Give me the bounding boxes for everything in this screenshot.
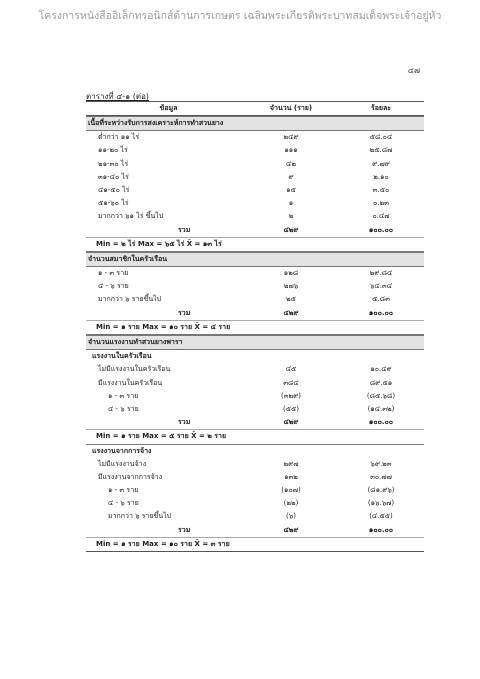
column-header-count: จำนวน (ราย)	[269, 104, 313, 112]
subsection-row	[86, 445, 424, 458]
row-label: เนื้อที่ระหว่างรับการสงเคราะห์การทำสวนยาง	[88, 119, 224, 127]
row-label: มีแรงงานในครัวเรือน	[98, 378, 163, 387]
total-row	[86, 416, 424, 430]
section-row	[86, 252, 424, 267]
row-label: รวม	[178, 225, 191, 234]
row-count: (๒๒)	[283, 499, 299, 508]
row-percent: ๖๙.๒๓	[370, 459, 392, 468]
table-row	[86, 363, 424, 376]
row-count: ๔๒	[286, 159, 296, 168]
row-percent: ๑๐.๔๙	[370, 365, 392, 374]
row-label: ๔๑-๕๐ ไร่	[98, 185, 130, 194]
row-percent: ๕.๘๓	[372, 295, 390, 304]
row-percent: (๑๖.๖๗)	[367, 499, 395, 508]
data-table	[86, 101, 424, 552]
row-label: มีแรงงานจากการจ้าง	[98, 472, 163, 481]
table-row	[86, 390, 424, 403]
row-percent: ๕๘.๐๔	[369, 133, 393, 142]
row-label: ๑ - ๓ ราย	[108, 486, 139, 495]
column-header-percent: ร้อยละ	[370, 104, 392, 112]
row-label: มากกว่า ๖ รายขึ้นไป	[98, 295, 162, 304]
row-label: จำนวนแรงงานทำสวนยางพารา	[88, 338, 183, 346]
row-label: รวม	[178, 308, 191, 317]
subsection-row	[86, 350, 424, 363]
section-row	[86, 335, 424, 350]
row-count: ๒๕	[286, 295, 296, 304]
row-label: ๕๑-๖๐ ไร่	[98, 199, 129, 208]
row-count: ๔๒๙	[283, 308, 299, 317]
row-label: ๔ - ๖ ราย	[108, 499, 139, 508]
table-row	[86, 377, 424, 390]
row-percent: ๓.๕๐	[372, 185, 390, 194]
section-row	[86, 116, 424, 131]
table-row	[86, 158, 424, 171]
column-header-label: ข้อมูล	[159, 104, 178, 112]
row-count: (๑๐๗)	[281, 486, 301, 495]
row-count: ๔๕	[285, 365, 297, 374]
table-row	[86, 471, 424, 484]
row-percent: ๐.๒๓	[373, 199, 389, 208]
row-label: ๔ - ๖ ราย	[98, 282, 129, 291]
row-label: รวม	[178, 525, 191, 534]
row-percent: (๘๑.๙๖)	[367, 486, 395, 495]
row-label: ๔ - ๖ ราย	[108, 404, 139, 413]
page-number: ๔๗	[407, 66, 420, 75]
table-row	[86, 510, 424, 523]
row-label: ไม่มีแรงงานจ้าง	[98, 459, 147, 468]
row-percent: (๑๔.๓๒)	[367, 404, 395, 413]
row-count: (๓๒๙)	[281, 391, 301, 400]
row-label: Min = ๑ ราย Max = ๕ ราย X̄ = ๒ ราย	[96, 432, 227, 441]
total-row	[86, 307, 424, 321]
row-label: มากกว่า ๖๑ ไร่ ขึ้นไป	[98, 212, 164, 221]
row-label: Min = ๒ ไร่ Max = ๖๕ ไร่ X̄ = ๑๓ ไร่	[96, 239, 222, 248]
table-row	[86, 144, 424, 157]
table-header-row	[86, 101, 424, 116]
row-percent: ๑๐๐.๐๐	[368, 418, 394, 427]
row-label: ๒๑-๓๐ ไร่	[98, 159, 129, 168]
row-percent: (๔.๕๕)	[369, 512, 393, 521]
page-header: โครงการหนังสืออิเล็กทรอนิกส์ด้านการเกษตร เฉลิมพระเกียรติพระบาทสมเด็จพระเจ้าอยู่หัว	[38, 10, 442, 22]
row-label: ๑ - ๓ ราย	[98, 269, 129, 278]
row-percent: ๑๐๐.๐๐	[368, 225, 394, 234]
table-row	[86, 497, 424, 510]
row-count: ๑๒๘	[283, 269, 299, 278]
row-label: แรงงานจากการจ้าง	[92, 446, 152, 455]
row-percent: ๒.๑๐	[373, 172, 389, 181]
row-percent: ๒๙.๘๔	[369, 269, 393, 278]
row-label: ๓๑-๔๐ ไร่	[98, 172, 129, 181]
row-count: ๔๒๙	[283, 225, 299, 234]
row-label: Min = ๑ ราย Max = ๑๐ ราย X̄ = ๓ ราย	[96, 539, 230, 548]
table-row	[86, 267, 424, 280]
table-row	[86, 184, 424, 197]
row-count: ๒๔๙	[283, 133, 299, 142]
row-percent: ๒๕.๘๗	[369, 146, 393, 155]
row-label: มากกว่า ๖ รายขึ้นไป	[108, 512, 172, 521]
total-row	[86, 524, 424, 538]
row-percent: (๘๕.๖๘)	[366, 391, 396, 400]
row-percent: ๙.๗๙	[372, 159, 390, 168]
table-row	[86, 403, 424, 416]
table-row	[86, 171, 424, 184]
table-row	[86, 210, 424, 223]
table-row	[86, 131, 424, 144]
row-count: ๑๕	[286, 185, 296, 194]
row-count: ๑๓๒	[284, 472, 298, 481]
row-percent: ๓๐.๗๗	[370, 472, 392, 481]
row-count: ๒	[288, 212, 294, 221]
row-label: ไม่มีแรงงานในครัวเรือน	[98, 365, 171, 374]
row-count: ๒๙๗	[283, 459, 299, 468]
table-row	[86, 280, 424, 293]
row-count: ๑	[288, 199, 294, 208]
row-label: จำนวนสมาชิกในครัวเรือน	[88, 254, 168, 263]
summary-row	[86, 538, 424, 552]
summary-row	[86, 430, 424, 444]
row-percent: ๑๐๐.๐๐	[368, 308, 394, 317]
row-percent: ๐.๔๗	[372, 212, 390, 221]
row-label: รวม	[178, 418, 191, 427]
row-label: Min = ๑ ราย Max = ๑๐ ราย X̄ = ๔ ราย	[96, 322, 231, 331]
row-count: ๔๒๙	[283, 418, 299, 427]
row-percent: ๘๙.๕๑	[369, 378, 393, 387]
table-row	[86, 458, 424, 471]
table-caption: ตารางที่ ๔-๑ (ต่อ)	[86, 92, 150, 101]
total-row	[86, 224, 424, 238]
summary-row	[86, 238, 424, 252]
row-label: ๑๑-๒๐ ไร่	[98, 146, 128, 155]
row-percent: ๑๐๐.๐๐	[368, 525, 394, 534]
row-label: ต่ำกว่า ๑๑ ไร่	[98, 133, 140, 142]
row-count: ๔๒๙	[283, 525, 299, 534]
table-row	[86, 293, 424, 306]
row-count: (๕๕)	[282, 404, 300, 413]
table-row	[86, 197, 424, 210]
row-count: ๒๗๖	[283, 282, 299, 291]
row-label: ๑ - ๓ ราย	[108, 391, 139, 400]
table-row	[86, 484, 424, 497]
row-count: ๓๘๔	[283, 378, 299, 387]
row-count: ๑๑๑	[284, 146, 298, 155]
row-count: (๖)	[286, 512, 296, 521]
row-count: ๙	[288, 172, 294, 181]
table-body	[86, 116, 424, 552]
row-percent: ๖๔.๓๔	[369, 282, 393, 291]
row-label: แรงงานในครัวเรือน	[92, 352, 152, 361]
summary-row	[86, 321, 424, 335]
